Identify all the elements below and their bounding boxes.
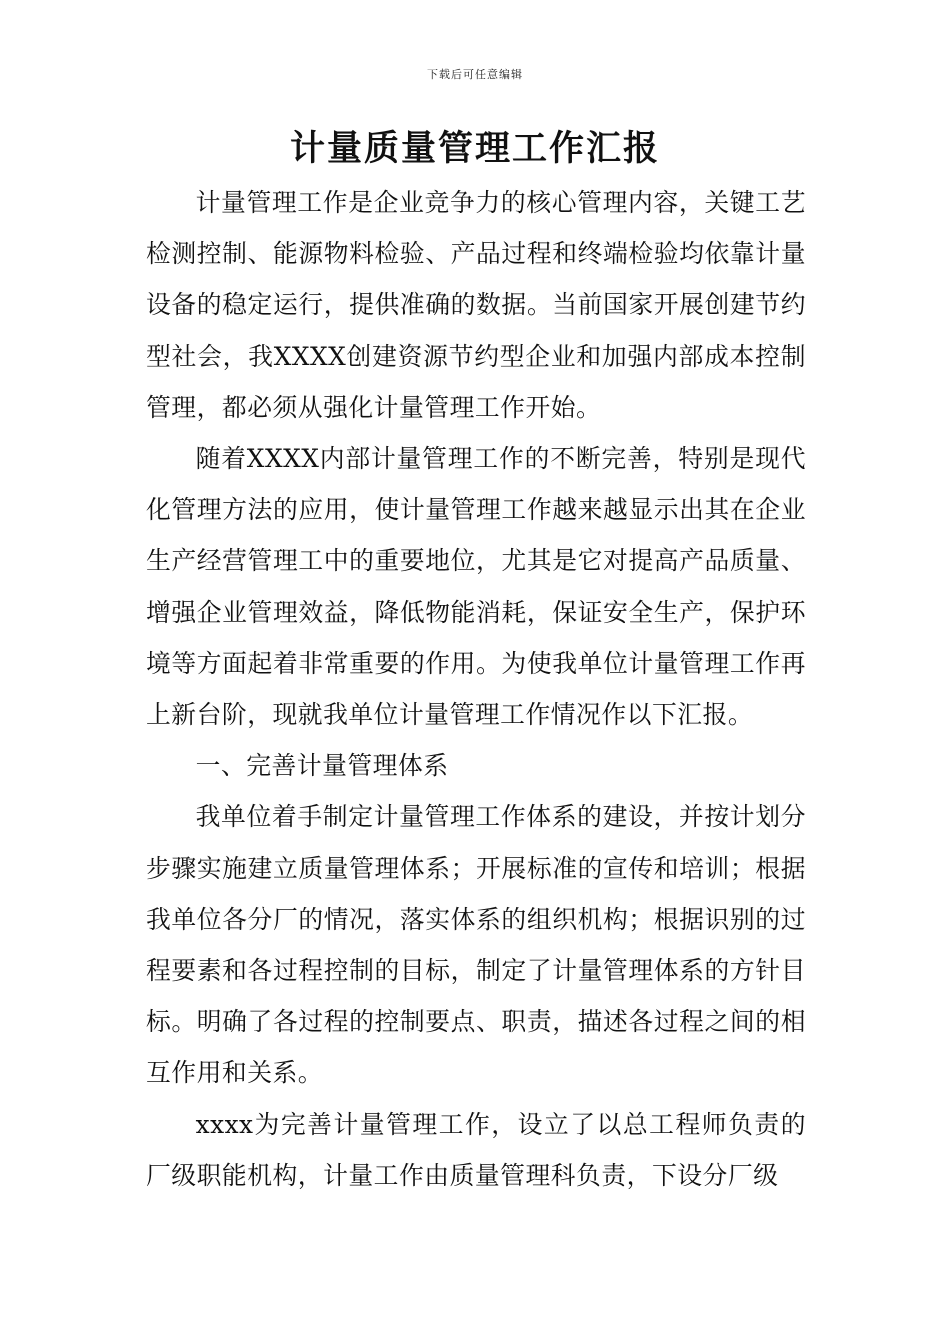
page-title: 计量质量管理工作汇报 (289, 129, 660, 169)
section-heading-1: 一、完善计量管理体系 (195, 751, 449, 781)
paragraph-system: 我单位着手制定计量管理工作体系的建设，并按计划分步骤实施建立质量管理体系；开展标准的宣传和培训；根据我单位各分厂的情况，落实体系的组织机构；根据识别的过程要素和各过程控制的目标，制定了计量管理体系的方针目标。明确了各过程的控制要点、职责，描述各过程之间的相互作用和关系。 (146, 802, 806, 1088)
document-body (146, 177, 806, 1201)
paragraph-organization: xxxx为完善计量管理工作，设立了以总工程师负责的厂级职能机构，计量工作由质量管理科负责，下设分厂级 (146, 1109, 806, 1190)
header-note: 下载后可任意编辑 (427, 68, 523, 81)
paragraph-background: 随着XXXX内部计量管理工作的不断完善，特别是现代化管理方法的应用，使计量管理工作越来越显示出其在企业生产经营管理工中的重要地位，尤其是它对提高产品质量、增强企业管理效益，降低物能消耗，保证安全生产，保护环境等方面起着非常重要的作用。为使我单位计量管理工作再上新台阶，现就我单位计量管理工作情况作以下汇报。 (146, 444, 806, 730)
paragraph-intro: 计量管理工作是企业竞争力的核心管理内容，关键工艺检测控制、能源物料检验、产品过程和终端检验均依靠计量设备的稳定运行，提供准确的数据。当前国家开展创建节约型社会，我XXXX创建资源节约型企业和加强内部成本控制管理，都必须从强化计量管理工作开始。 (146, 188, 806, 422)
